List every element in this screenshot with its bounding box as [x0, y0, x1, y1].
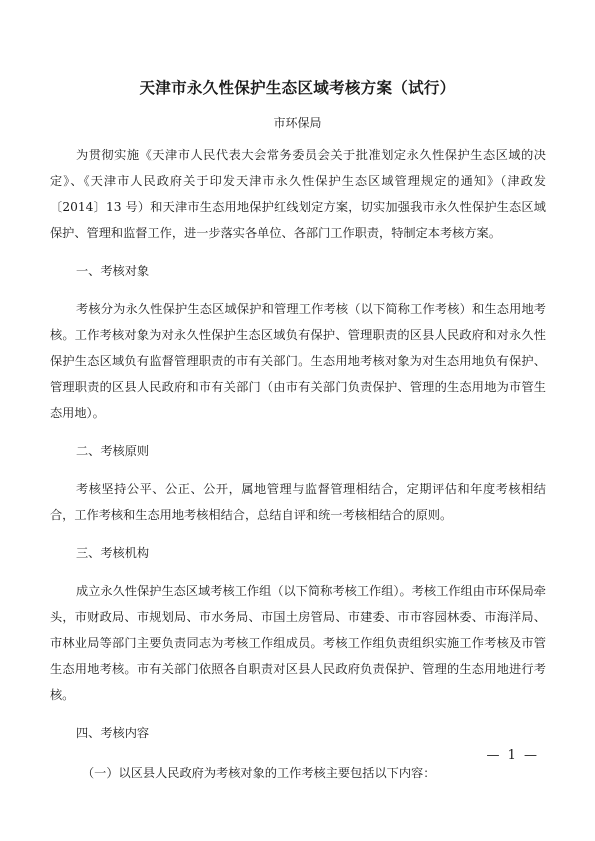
section-heading-1: 一、考核对象 — [76, 264, 150, 278]
page-number: — 1 — — [486, 748, 539, 763]
intro-paragraph: 为贯彻实施《天津市人民代表大会常务委员会关于批准划定永久性保护生态区域的决定》、《天津市人民政府关于印发天津市永久性保护生态区域管理规定的通知》（津政发〔2014〕13 号）和天津市生态用地保护红线划定方案，切实加强我市永久性保护生态区域保护、管理和监督工作，进一步落实各单位、各部门工作职责，特制定本考核方案。 — [50, 148, 546, 240]
document-title: 天津市永久性保护生态区域考核方案（试行） — [139, 79, 456, 97]
section-text-1: 考核分为永久性保护生态区域保护和管理工作考核（以下简称工作考核）和生态用地考核。工作考核对象为对永久性保护生态区域负有保护、管理职责的区县人民政府和对永久性保护生态区域负有监督管理职责的市有关部门。生态用地考核对象为对生态用地负有保护、管理职责的区县人民政府和市有关部门（由市有关部门负责保护、管理的生态用地为市管生态用地）。 — [50, 302, 546, 420]
section-heading-4: 四、考核内容 — [76, 726, 150, 740]
section-heading-3: 三、考核机构 — [76, 546, 150, 560]
subsection-heading: （一）以区县人民政府为考核对象的工作考核主要包括以下内容： — [82, 766, 436, 780]
section-text-3: 成立永久性保护生态区域考核工作组（以下简称考核工作组）。考核工作组由市环保局牵头，市财政局、市规划局、市水务局、市国土房管局、市建委、市市容园林委、市海洋局、市林业局等部门主要负责同志为考核工作组成员。考核工作组负责组织实施工作考核及市管生态用地考核。市有关部门依照各自职责对区县人民政府负责保护、管理的生态用地进行考核。 — [50, 584, 546, 702]
section-text-2: 考核坚持公平、公正、公开，属地管理与监督管理相结合，定期评估和年度考核相结合，工作考核和生态用地考核相结合，总结自评和统一考核相结合的原则。 — [50, 482, 546, 522]
section-heading-2: 二、考核原则 — [76, 444, 150, 458]
document-body — [50, 142, 546, 786]
document-author: 市环保局 — [273, 116, 322, 130]
